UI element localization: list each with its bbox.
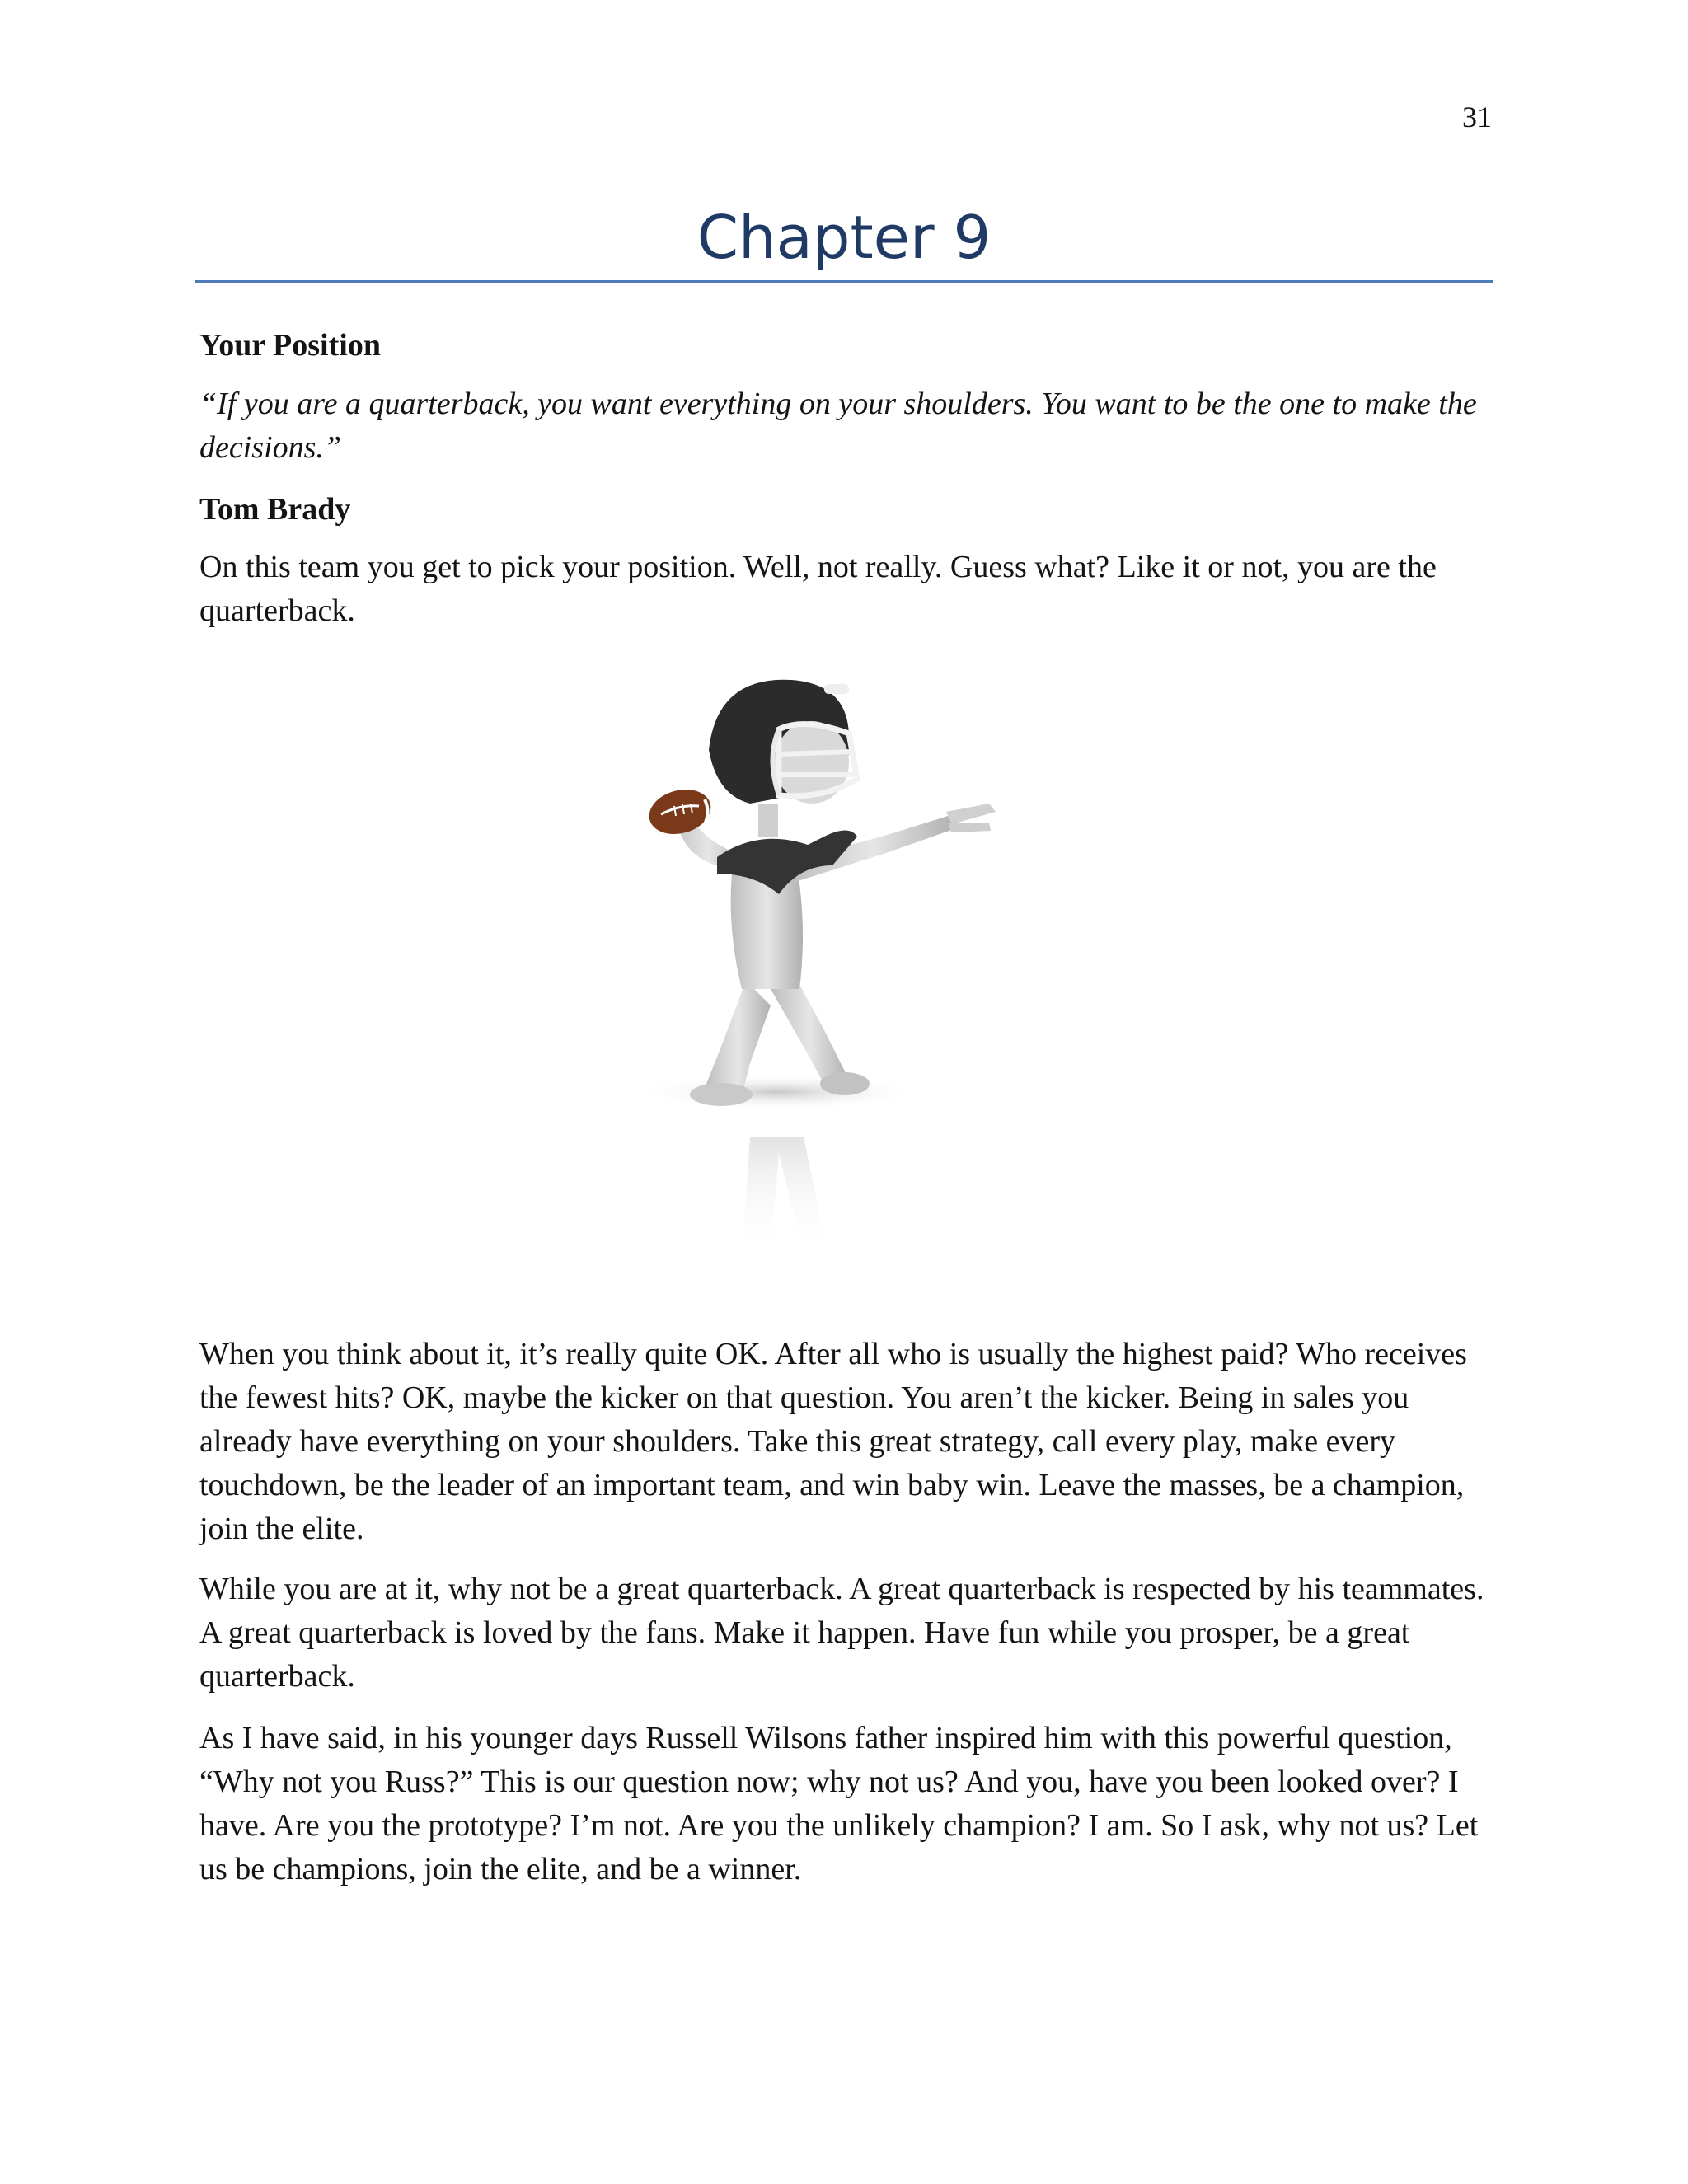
page-number: 31 [1462,101,1492,134]
intro-paragraph: On this team you get to pick your position. Well, not really. Guess what? Like it or not, you are the quarterback. [199,550,1437,628]
title-rule [195,280,1493,283]
quarterback-illustration [602,659,1030,1319]
section-heading: Your Position [199,328,381,363]
body-paragraph: When you think about it, it’s really quite OK. After all who is usually the highest paid? Who receives the fewest hits? OK, maybe the kicker on that question. You aren’t the kicker. Being in sales you already have everything on your shoulders. Take this great strategy, call every play, make every touchdown, be the leader of an important team, and win baby win. Leave the masses, be a champion, join the elite. [199,1337,1467,1546]
chapter-title: Chapter 9 [696,203,992,272]
quote-attribution: Tom Brady [199,492,351,527]
body-paragraph: As I have said, in his younger days Russell Wilsons father inspired him with this powerful question, “Why not you Russ?” This is our question now; why not us? And you, have you been looked over? I have. Are you the prototype? I’m not. Are you the unlikely champion? I am. So I ask, why not us? Let us be champions, join the elite, and be a winner. [199,1721,1479,1886]
quarterback-figure-icon [602,659,1030,1319]
quote: “If you are a quarterback, you want everything on your shoulders. You want to be the one to make the decisions.” [199,387,1477,465]
body-paragraph: While you are at it, why not be a great quarterback. A great quarterback is respected by his teammates. A great quarterback is loved by the fans. Make it happen. Have fun while you prosper, be a great quarterback. [199,1572,1484,1694]
